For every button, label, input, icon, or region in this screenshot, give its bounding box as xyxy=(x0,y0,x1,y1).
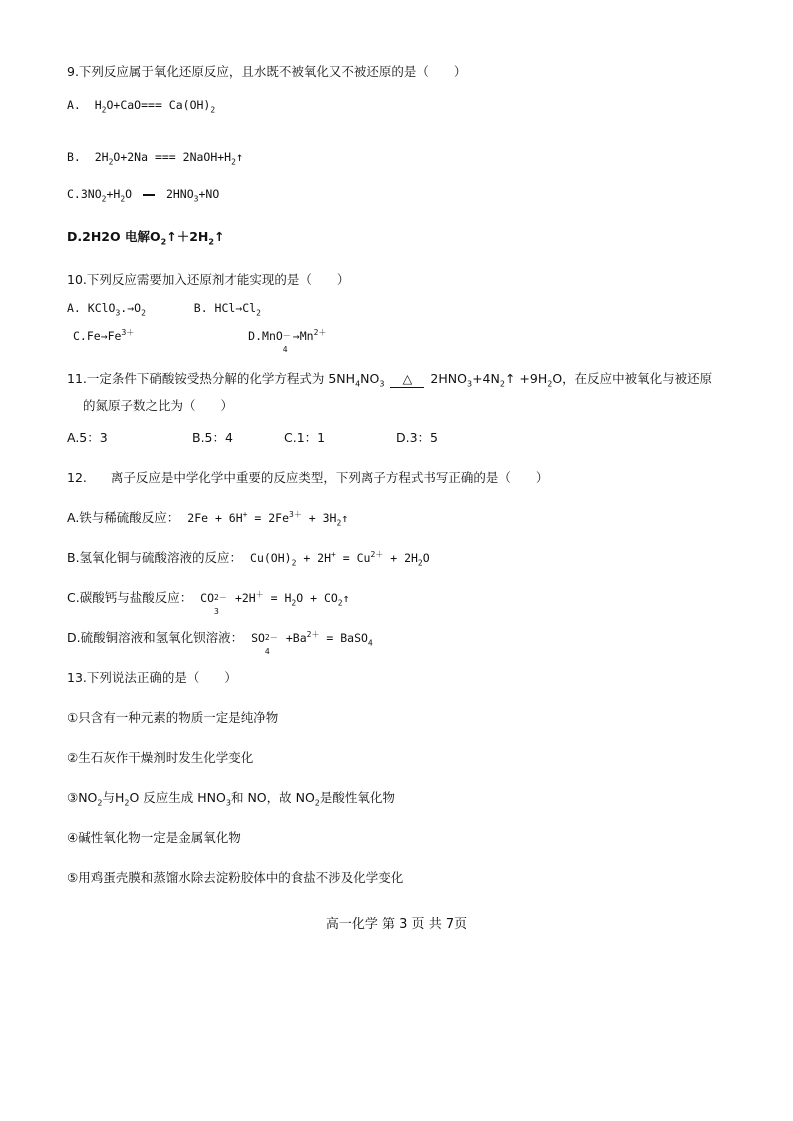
q10-option-b: B. $HCl\to Cl_2$ xyxy=(193,301,261,318)
equation-dash xyxy=(143,194,155,196)
q9-option-b: B. $2H_2O+2Na$ === $2NaOH+H_2↑$ xyxy=(67,150,244,167)
q11-option-b: B.5：4 xyxy=(192,430,233,445)
q11-option-d: D.3：5 xyxy=(396,430,439,445)
q12-option-c: C.碳酸钙与盐酸反应： CO 2－ 3 $+2H^+ = H_2O$ + $CO_2↑$ xyxy=(67,590,350,616)
q9-option-a: A. $H_2O+CaO=== Ca(OH)_2$ xyxy=(67,98,216,115)
heat-condition: △ xyxy=(390,371,424,388)
q12-option-b: B.氢氧化铜与硫酸溶液的反应： $Cu(OH)_2 + 2H^+ = Cu^{2+} + 2H_2O$ xyxy=(67,550,430,568)
q11-stem: 11.一定条件下硝酸铵受热分解的化学方程式为 $5NH_4NO_3$ △ $2HNO_3+4N_2↑ +9H_2O$，在反应中被氧化与被还原 xyxy=(67,371,713,389)
q13-item-1: ①只含有一种元素的物质一定是纯净物 xyxy=(67,710,279,725)
q10-option-d: D.MnO － 4 $\to Mn^{2+}$ xyxy=(248,328,327,354)
q13-stem: 13.下列说法正确的是（ ） xyxy=(67,670,237,685)
q11-option-a: A.5：3 xyxy=(67,430,108,445)
q9-option-c: $C.3NO_2+H_2O$ $2HNO_3+NO$ xyxy=(67,187,220,204)
q13-item-5: ⑤用鸡蛋壳膜和蒸馏水除去淀粉胶体中的食盐不涉及化学变化 xyxy=(67,870,404,885)
q10-stem: 10.下列反应需要加入还原剂才能实现的是（ ） xyxy=(67,272,350,287)
q9-stem: 9.下列反应属于氧化还原反应，且水既不被氧化又不被还原的是（ ） xyxy=(67,64,467,79)
page-footer: 高一化学 第 3 页 共 7页 xyxy=(325,917,468,932)
q9-option-d: D.2H2O 电解$O_2↑+2H_2↑$ xyxy=(67,229,225,247)
q11-option-c: C.1：1 xyxy=(284,430,326,445)
q10-option-a: A. $KClO_3.\to O_2$ xyxy=(67,301,146,318)
q12-option-d: D.硫酸铜溶液和氢氧化钡溶液： SO 2－ 4 $+Ba^{2+}$ = BaSO$_4$ xyxy=(67,630,373,656)
q13-item-4: ④碱性氧化物一定是金属氧化物 xyxy=(67,830,241,845)
q10-options-cd xyxy=(73,328,327,354)
q13-item-3: $③NO_2$与$H_2O$ 反应生成 $HNO_3$和 NO，故 $NO_2$是酸性氧化物 xyxy=(67,790,395,808)
q10-options-ab xyxy=(67,300,261,316)
q11-stem-line2: 的氮原子数之比为（ ） xyxy=(83,398,234,413)
q12-stem: 12. 离子反应是中学化学中重要的反应类型，下列离子方程式书写正确的是（ ） xyxy=(67,470,549,485)
q12-option-a: A.铁与稀硫酸反应： $2Fe + 6H^+ = 2Fe^{3+}$ + $3H_2↑$ xyxy=(67,510,349,528)
q10-option-c: $C.Fe\to Fe^{3+}$ xyxy=(73,328,135,343)
q13-item-2: ②生石灰作干燥剂时发生化学变化 xyxy=(67,750,254,765)
